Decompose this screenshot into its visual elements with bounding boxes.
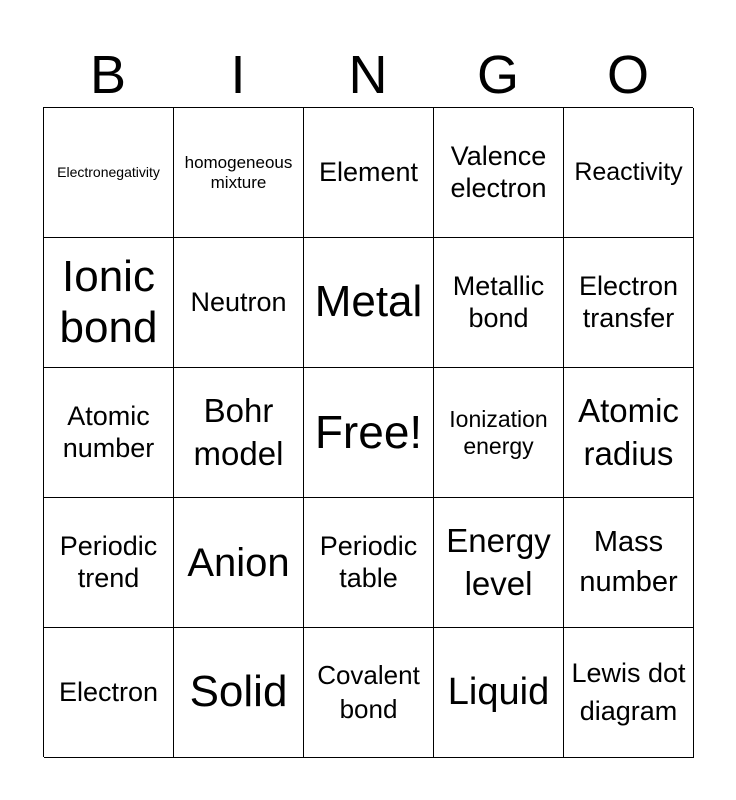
cell-label: Atomic number [62, 401, 155, 463]
bingo-cell[interactable] [434, 368, 564, 498]
bingo-cell[interactable] [434, 238, 564, 368]
bingo-cell[interactable] [564, 498, 694, 628]
bingo-cell[interactable] [564, 238, 694, 368]
bingo-cell[interactable] [44, 238, 174, 368]
cell-label: Neutron [190, 286, 287, 317]
bingo-cell[interactable] [174, 238, 304, 368]
bingo-cell[interactable] [174, 628, 304, 758]
bingo-cell[interactable] [174, 108, 304, 238]
cell-label: Periodic trend [59, 531, 158, 593]
bingo-cell[interactable] [304, 238, 434, 368]
cell-label: Lewis dot diagram [571, 657, 686, 726]
cell-label: homogeneous mixture [184, 152, 293, 192]
cell-label: Liquid [447, 670, 550, 713]
cell-label: Element [318, 156, 419, 187]
cell-label: Periodic table [319, 531, 418, 593]
cell-label: Electron [58, 676, 159, 707]
header-letter-o: O [606, 45, 649, 105]
cell-label: Atomic radius [578, 391, 679, 472]
cell-label: Solid [189, 667, 288, 717]
bingo-cell[interactable] [434, 108, 564, 238]
bingo-cell[interactable] [564, 108, 694, 238]
cell-label: Mass number [579, 526, 678, 598]
bingo-cell[interactable] [304, 498, 434, 628]
bingo-header [43, 44, 693, 106]
cell-label: Energy level [446, 521, 551, 602]
cell-label: Valence electron [450, 141, 547, 203]
cell-label: Ionization energy [449, 406, 548, 459]
cell-label: Covalent bond [317, 659, 420, 724]
header-letter-b: B [89, 45, 127, 105]
bingo-cell[interactable] [44, 628, 174, 758]
cell-label: Electronegativity [57, 164, 160, 181]
cell-label: Anion [187, 540, 290, 585]
cell-label: Metallic bond [452, 271, 545, 333]
bingo-cell[interactable] [564, 368, 694, 498]
bingo-cell[interactable] [564, 628, 694, 758]
bingo-cell[interactable] [174, 368, 304, 498]
bingo-cell free-space[interactable] [304, 368, 434, 498]
bingo-cell[interactable] [44, 498, 174, 628]
header-letter-i: I [230, 45, 246, 105]
cell-label: Metal [314, 277, 423, 327]
bingo-cell[interactable] [174, 498, 304, 628]
header-letter-n: N [348, 45, 388, 105]
bingo-cell[interactable] [44, 368, 174, 498]
bingo-board [43, 107, 693, 757]
bingo-cell[interactable] [434, 628, 564, 758]
cell-label: Reactivity [574, 158, 683, 187]
free-space-label: Free! [314, 406, 423, 459]
bingo-cell[interactable] [304, 108, 434, 238]
header-letter-g: G [476, 45, 519, 105]
bingo-cell[interactable] [44, 108, 174, 238]
cell-label: Ionic bond [59, 251, 158, 352]
bingo-cell[interactable] [304, 628, 434, 758]
cell-label: Bohr model [193, 391, 284, 472]
cell-label: Electron transfer [578, 271, 679, 333]
bingo-cell[interactable] [434, 498, 564, 628]
